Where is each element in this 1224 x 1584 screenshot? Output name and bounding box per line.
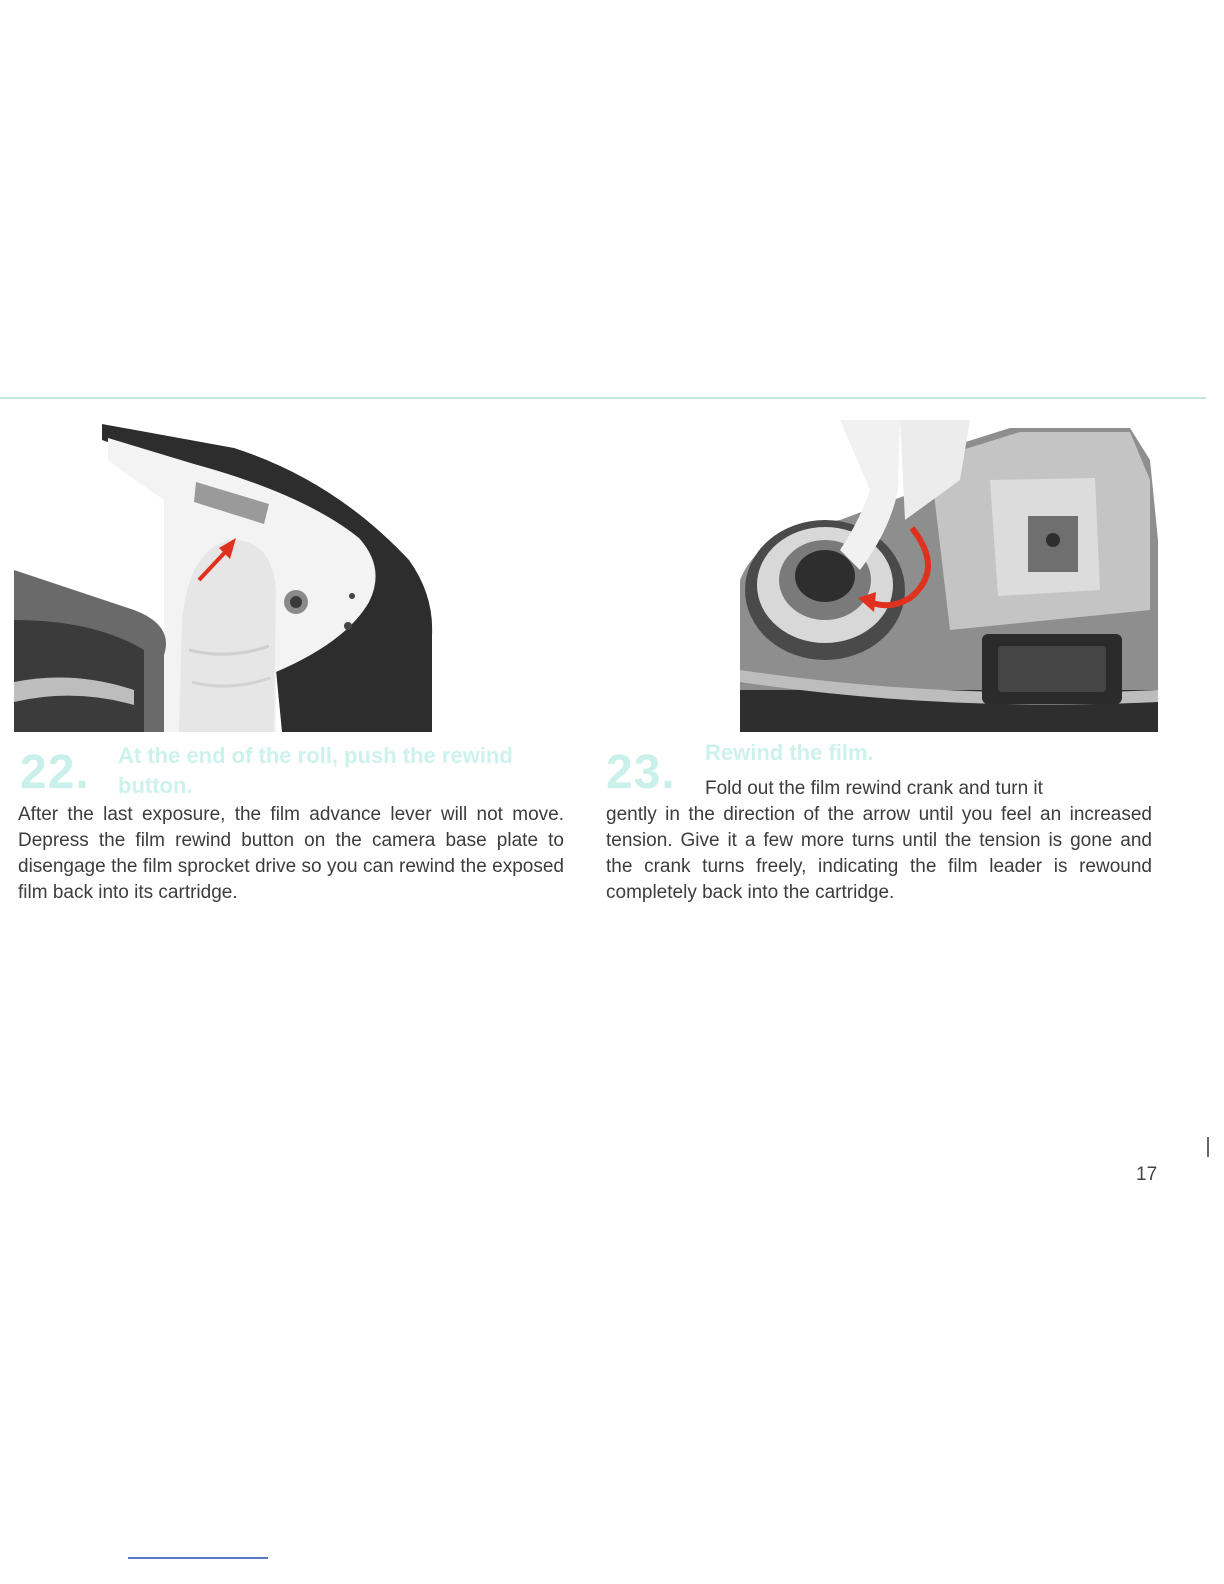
step-23-body-first-line: Fold out the film rewind crank and turn it [705, 778, 1043, 799]
step-23-title: Rewind the film. [705, 740, 874, 765]
bottom-underline [128, 1557, 268, 1559]
top-divider-rule [0, 397, 1206, 399]
step-22-title: At the end of the roll, push the rewind button. [118, 743, 513, 798]
step-23-body: gently in the direction of the arrow until you feel an increased tension. Give it a few more turns until the tension is gone and the crank turns freely, indicating the film leader is rewound completely back into the cartridge. [606, 804, 1152, 903]
page-number: 17 [1136, 1164, 1158, 1185]
photo-rewind-crank [740, 420, 1158, 732]
step-22-body: After the last exposure, the film advance lever will not move. Depress the film rewind button on the camera base plate to disengage the film sprocket drive so you can rewind the exposed film back into its cartridge. [18, 804, 564, 903]
photo-rewind-button [14, 420, 434, 732]
step-22-number: 22. [20, 746, 90, 799]
edge-mark [1207, 1137, 1209, 1157]
step-23-number: 23. [606, 746, 676, 799]
